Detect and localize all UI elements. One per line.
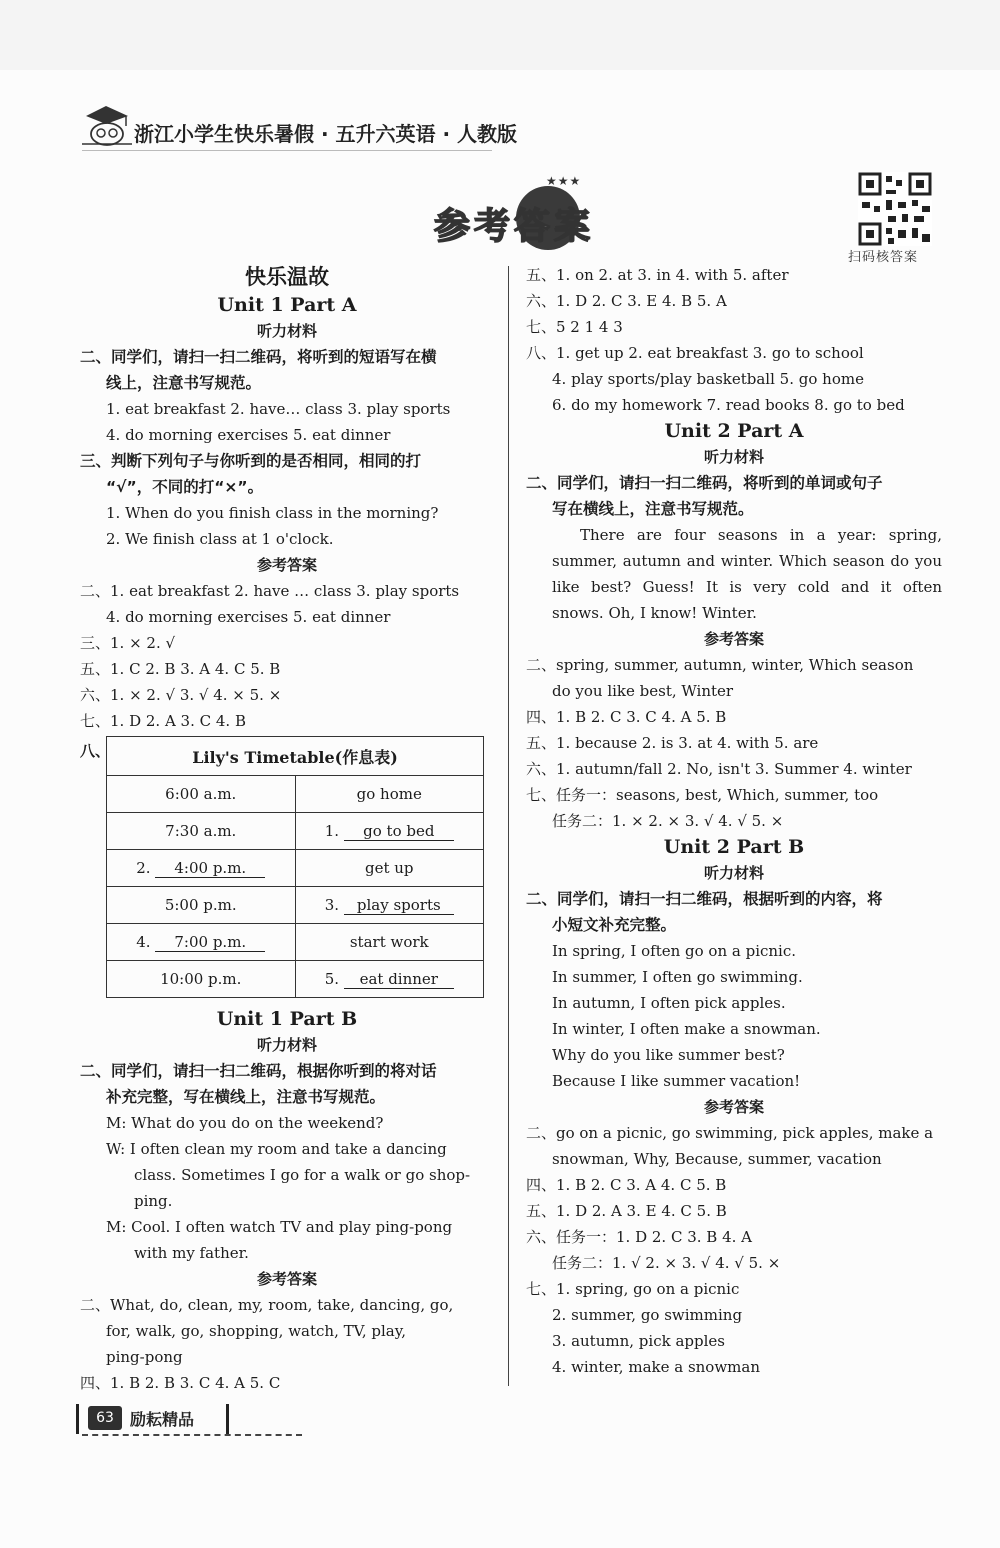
dialogue-line: ping. (134, 1192, 173, 1210)
title-char-3: 答 (514, 206, 551, 247)
qr-label: 扫码核答案 (848, 250, 919, 265)
page-number: 63 (88, 1406, 122, 1430)
top-band (0, 0, 1000, 70)
answer-key-heading: 参考答案 (703, 630, 764, 648)
table-cell: go home (295, 776, 484, 813)
answer-line: 四、1. B 2. C 3. C 4. A 5. B (526, 708, 727, 726)
timetable-block (80, 736, 494, 998)
answer-key-title (430, 176, 600, 256)
passage-line: In autumn, I often pick apples. (552, 994, 786, 1012)
answer-line: 二、1. eat breakfast 2. have … class 3. play sports (80, 582, 460, 600)
footer-bar-right (226, 1404, 229, 1434)
filled-blank: go to bed (344, 822, 454, 841)
blank-number: 4. (136, 932, 151, 951)
question-text: 二、同学们，请扫一扫二维码，将听到的单词或句子 (526, 474, 883, 492)
table-cell: 7:30 a.m. (107, 813, 296, 850)
table-cell: 5:00 p.m. (107, 887, 296, 924)
passage-line: like best? Guess! It is very cold and it often (552, 578, 942, 596)
footer-dashed-rule (82, 1434, 302, 1436)
qr-code-icon[interactable] (858, 172, 932, 246)
question-text: 二、同学们，请扫一扫二维码，将听到的短语写在横 (80, 348, 437, 366)
answer-line: 六、1. × 2. √ 3. √ 4. × 5. × (80, 686, 282, 704)
column-divider (508, 266, 509, 1386)
answer-line: 五、1. on 2. at 3. in 4. with 5. after (526, 266, 789, 284)
filled-blank: play sports (344, 896, 454, 915)
answer-line: 五、1. because 2. is 3. at 4. with 5. are (526, 734, 819, 752)
question-text: “√”，不同的打“×”。 (106, 478, 264, 496)
blank-number: 2. (136, 858, 151, 877)
answer-line: 二、What, do, clean, my, room, take, dancing, go, (80, 1296, 454, 1314)
section-title: 快乐温故 (245, 265, 329, 289)
brand-name: 励耘精品 (130, 1410, 195, 1429)
unit2-part-b-heading: Unit 2 Part B (663, 836, 805, 858)
unit1-part-a-heading: Unit 1 Part A (217, 294, 357, 316)
table-cell: 6:00 a.m. (107, 776, 296, 813)
answer-line: 六、1. D 2. C 3. E 4. B 5. A (526, 292, 727, 310)
answer-key-heading: 参考答案 (256, 556, 317, 574)
answer-key-heading: 参考答案 (256, 1270, 317, 1288)
timetable-caption: Lily's Timetable(作息表) (107, 737, 484, 776)
material-line: 1. When do you finish class in the morning? (106, 504, 439, 522)
listening-material-heading: 听力材料 (256, 1036, 317, 1054)
table-cell: start work (295, 924, 484, 961)
listening-material-heading: 听力材料 (703, 864, 764, 882)
answer-line: 七、5 2 1 4 3 (526, 318, 623, 336)
unit1-part-b-heading: Unit 1 Part B (216, 1008, 358, 1030)
filled-blank: 7:00 p.m. (155, 933, 265, 952)
answer-line: 6. do my homework 7. read books 8. go to bed (552, 396, 905, 414)
answer-line: 七、任务一：seasons, best, Which, summer, too (526, 786, 879, 804)
question-text: 写在横线上，注意书写规范。 (552, 500, 754, 518)
answer-line: 六、1. autumn/fall 2. No, isn't 3. Summer 4. winter (526, 760, 912, 778)
answer-line: 四、1. B 2. C 3. A 4. C 5. B (526, 1176, 727, 1194)
passage-line: snows. Oh, I know! Winter. (552, 604, 757, 622)
table-cell (295, 961, 484, 998)
dialogue-line: class. Sometimes I go for a walk or go shop- (134, 1166, 471, 1184)
dialogue-line: W: I often clean my room and take a dancing (106, 1140, 447, 1158)
listening-material-heading: 听力材料 (703, 448, 764, 466)
question-text: 二、同学们，请扫一扫二维码，根据你听到的将对话 (80, 1062, 437, 1080)
passage-line: In summer, I often go swimming. (552, 968, 803, 986)
answer-line: 八、1. get up 2. eat breakfast 3. go to school (526, 344, 864, 362)
passage-line: In winter, I often make a snowman. (552, 1020, 821, 1038)
answer-line: 五、1. C 2. B 3. A 4. C 5. B (80, 660, 281, 678)
table-cell (295, 887, 484, 924)
table-cell: 10:00 p.m. (107, 961, 296, 998)
dialogue-line: with my father. (134, 1244, 249, 1262)
dialogue-line: M: What do you do on the weekend? (106, 1114, 384, 1132)
answer-key-heading: 参考答案 (703, 1098, 764, 1116)
answer-line: 二、go on a picnic, go swimming, pick apples, make a (526, 1124, 934, 1142)
unit2-part-a-heading: Unit 2 Part A (664, 420, 804, 442)
table-cell: get up (295, 850, 484, 887)
answer-line: for, walk, go, shopping, watch, TV, play, (106, 1322, 406, 1340)
answer-line: 五、1. D 2. A 3. E 4. C 5. B (526, 1202, 727, 1220)
passage-line: In spring, I often go on a picnic. (552, 942, 797, 960)
answer-line: 4. play sports/play basketball 5. go home (552, 370, 864, 388)
passage-line: Why do you like summer best? (552, 1046, 785, 1064)
answer-line: 4. do morning exercises 5. eat dinner (106, 608, 391, 626)
blank-number: 1. (324, 821, 340, 840)
blank-number: 5. (324, 969, 340, 988)
question-text: 小短文补充完整。 (552, 916, 677, 934)
header-rule (82, 150, 492, 151)
answer-line: 四、1. B 2. B 3. C 4. A 5. C (80, 1374, 281, 1392)
material-line: 2. We finish class at 1 o'clock. (106, 530, 334, 548)
question-text: 二、同学们，请扫一扫二维码，根据听到的内容，将 (526, 890, 883, 908)
filled-blank: 4:00 p.m. (155, 859, 265, 878)
answer-line: 二、spring, summer, autumn, winter, Which season (526, 656, 914, 674)
answer-line: 七、1. D 2. A 3. C 4. B (80, 712, 246, 730)
material-line: 1. eat breakfast 2. have… class 3. play sports (106, 400, 451, 418)
right-column (526, 262, 942, 1380)
answer-line: ping-pong (106, 1348, 183, 1366)
answer-line: 三、1. × 2. √ (80, 634, 176, 652)
question-label: 八、 (80, 742, 111, 760)
answer-line: do you like best, Winter (552, 682, 734, 700)
mascot-graduate-icon (82, 104, 132, 148)
filled-blank: eat dinner (344, 970, 454, 989)
title-char-4: 案 (554, 206, 591, 247)
answer-line: 2. summer, go swimming (552, 1306, 743, 1324)
passage-line: summer, autumn and winter. Which season do you (552, 552, 942, 570)
dialogue-line: M: Cool. I often watch TV and play ping-pong (106, 1218, 453, 1236)
question-text: 补充完整，写在横线上，注意书写规范。 (106, 1088, 386, 1106)
stars-decoration: ★★★ (546, 174, 582, 188)
passage-line: There are four seasons in a year: spring, (580, 526, 942, 544)
left-column (80, 262, 494, 1396)
series-title: 浙江小学生快乐暑假 · 五升六英语 · 人教版 (134, 122, 518, 146)
footer-bar-left (76, 1404, 79, 1434)
answer-line: 任务二：1. × 2. × 3. √ 4. √ 5. × (552, 812, 784, 830)
question-text: 线上，注意书写规范。 (106, 374, 262, 392)
answer-line: snowman, Why, Because, summer, vacation (552, 1150, 882, 1168)
table-cell (107, 924, 296, 961)
answer-line: 任务二：1. √ 2. × 3. √ 4. √ 5. × (552, 1254, 781, 1272)
title-char-2: 考 (474, 206, 511, 247)
timetable (106, 736, 484, 998)
table-cell (295, 813, 484, 850)
answer-line: 七、1. spring, go on a picnic (526, 1280, 740, 1298)
answer-line: 4. winter, make a snowman (552, 1358, 761, 1376)
blank-number: 3. (324, 895, 340, 914)
material-line: 4. do morning exercises 5. eat dinner (106, 426, 391, 444)
table-cell (107, 850, 296, 887)
question-text: 三、判断下列句子与你听到的是否相同，相同的打 (80, 452, 422, 470)
listening-material-heading: 听力材料 (256, 322, 317, 340)
title-char-1: 参 (434, 206, 471, 247)
answer-line: 3. autumn, pick apples (552, 1332, 725, 1350)
answer-line: 六、任务一：1. D 2. C 3. B 4. A (526, 1228, 752, 1246)
passage-line: Because I like summer vacation! (552, 1072, 801, 1090)
